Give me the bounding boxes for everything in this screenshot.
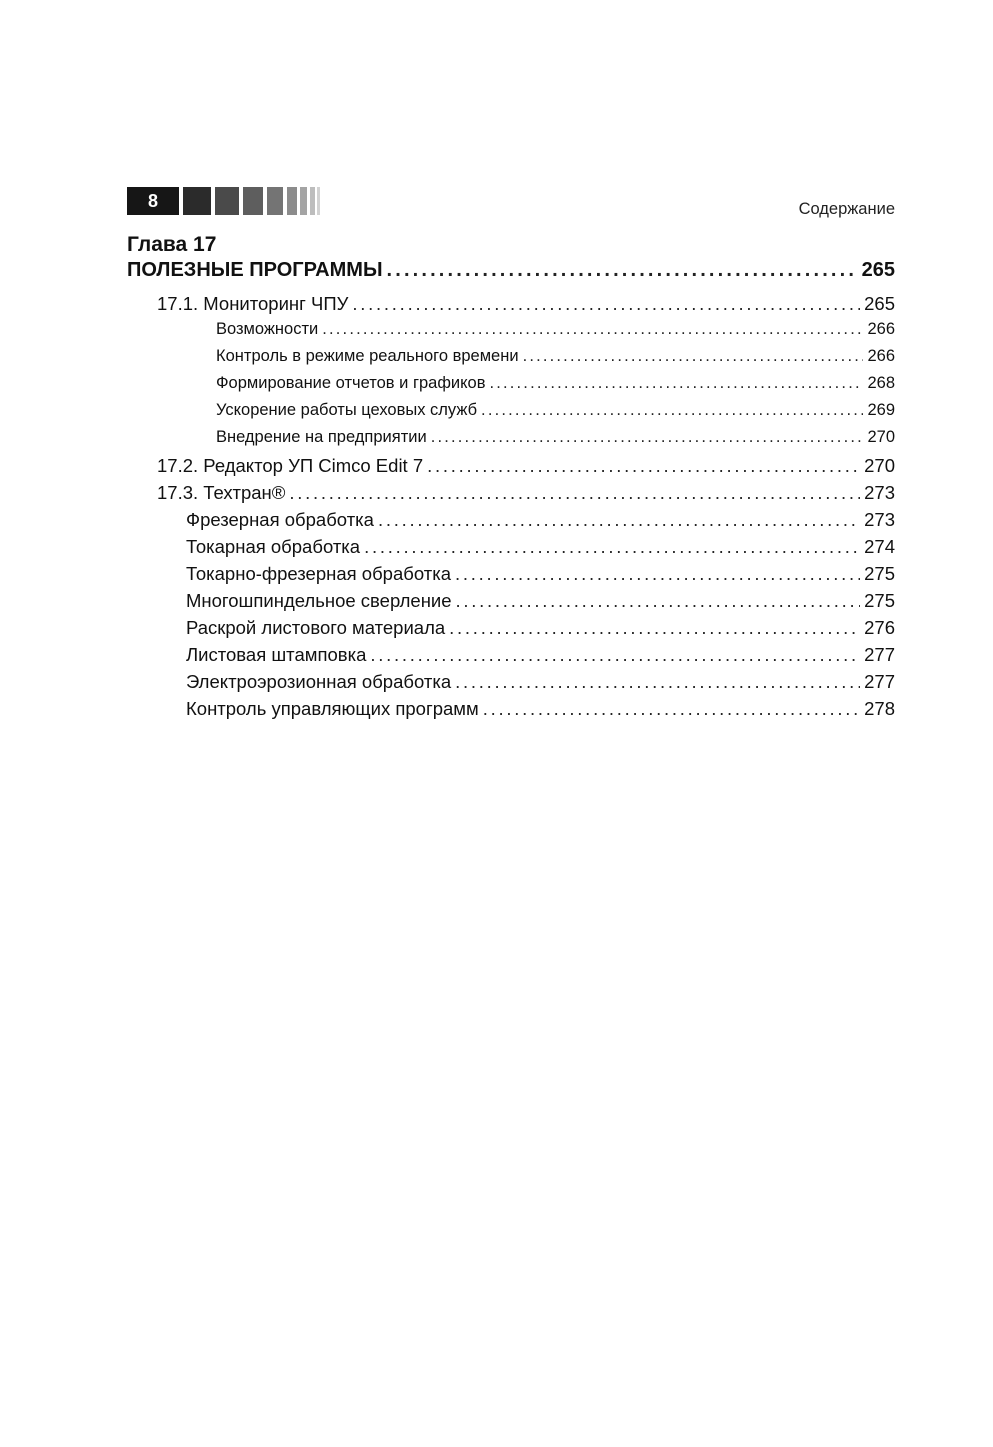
- toc-entry-title: Электроэрозионная обработка: [186, 671, 452, 692]
- toc-entry-title: 17.3. Техтран®: [157, 482, 286, 503]
- toc-entry[interactable]: [127, 509, 895, 536]
- toc-entry-page: 276: [864, 617, 895, 638]
- toc-entry-page: 269: [867, 401, 895, 419]
- toc-entry-page: 266: [867, 347, 895, 365]
- toc-entry[interactable]: [127, 563, 895, 590]
- header-strip-block: [183, 187, 211, 215]
- dot-leader: [431, 428, 864, 447]
- toc-entry-page: 273: [864, 509, 895, 530]
- header-strip-block: [310, 187, 315, 215]
- toc-entry-title: Токарная обработка: [186, 536, 361, 557]
- toc-entry-page: 277: [864, 671, 895, 692]
- toc-entry[interactable]: [127, 401, 895, 428]
- header-strip-block: [267, 187, 283, 215]
- toc-entry-page: 270: [864, 455, 895, 476]
- dot-leader: [523, 347, 864, 366]
- toc-entry-title: Многошпиндельное сверление: [186, 590, 452, 611]
- toc-entry-page: 274: [864, 536, 895, 557]
- dot-leader: [427, 455, 860, 477]
- toc-entry[interactable]: [127, 644, 895, 671]
- toc-entry-page: 270: [867, 428, 895, 446]
- header-strip-block: [317, 187, 320, 215]
- toc-entry[interactable]: [127, 482, 895, 509]
- toc-entry-page: 266: [867, 320, 895, 338]
- toc-entry[interactable]: [127, 428, 895, 455]
- toc-entry[interactable]: [127, 617, 895, 644]
- chapter-label: Глава 17: [127, 233, 217, 256]
- dot-leader: [483, 698, 860, 720]
- toc-entry[interactable]: [127, 320, 895, 347]
- dot-leader: [449, 617, 860, 639]
- dot-leader: [455, 563, 860, 585]
- toc-entry-title: Ускорение работы цеховых служб: [216, 401, 478, 419]
- toc-entry-page: 265: [861, 259, 895, 281]
- toc-entry-page: 277: [864, 644, 895, 665]
- dot-leader: [456, 590, 861, 612]
- toc-entry[interactable]: [127, 374, 895, 401]
- toc-entry-title: 17.2. Редактор УП Cimco Edit 7: [157, 455, 424, 476]
- table-of-contents: [127, 259, 895, 725]
- dot-leader: [481, 401, 863, 420]
- toc-entry[interactable]: [127, 455, 895, 482]
- dot-leader: [322, 320, 863, 339]
- toc-entry[interactable]: [127, 590, 895, 617]
- toc-entry-title: ПОЛЕЗНЫЕ ПРОГРАММЫ: [127, 259, 383, 281]
- toc-entry[interactable]: [127, 293, 895, 320]
- running-head: Содержание: [798, 200, 895, 218]
- dot-leader: [489, 374, 863, 393]
- toc-entry-page: 268: [867, 374, 895, 392]
- toc-entry-page: 265: [864, 293, 895, 314]
- dot-leader: [378, 509, 860, 531]
- toc-entry-title: Формирование отчетов и графиков: [216, 374, 486, 392]
- toc-entry-page: 275: [864, 590, 895, 611]
- header-strip-block: [287, 187, 297, 215]
- page-header: [127, 187, 895, 221]
- toc-entry-title: Раскрой листового материала: [186, 617, 446, 638]
- toc-entry-page: 278: [864, 698, 895, 719]
- toc-entry-title: Фрезерная обработка: [186, 509, 374, 530]
- toc-entry-title: 17.1. Мониторинг ЧПУ: [157, 293, 349, 314]
- page-number: 8: [127, 187, 179, 215]
- toc-entry-title: Возможности: [216, 320, 319, 338]
- dot-leader: [370, 644, 860, 666]
- toc-entry[interactable]: [127, 536, 895, 563]
- header-strip-block: [243, 187, 263, 215]
- dot-leader: [364, 536, 860, 558]
- toc-entry-title: Токарно-фрезерная обработка: [186, 563, 451, 584]
- dot-leader: [455, 671, 860, 693]
- toc-entry-title: Листовая штамповка: [186, 644, 367, 665]
- dot-leader: [352, 293, 860, 315]
- toc-entry[interactable]: [127, 698, 895, 725]
- toc-entry[interactable]: [127, 259, 895, 287]
- header-strip-block: [300, 187, 307, 215]
- toc-entry[interactable]: [127, 347, 895, 374]
- dot-leader: [387, 259, 858, 282]
- toc-entry-title: Внедрение на предприятии: [216, 428, 427, 446]
- toc-entry-page: 273: [864, 482, 895, 503]
- toc-entry-title: Контроль в режиме реального времени: [216, 347, 519, 365]
- toc-entry-page: 275: [864, 563, 895, 584]
- toc-entry-title: Контроль управляющих программ: [186, 698, 479, 719]
- header-strip-block: [215, 187, 239, 215]
- toc-entry[interactable]: [127, 671, 895, 698]
- dot-leader: [289, 482, 860, 504]
